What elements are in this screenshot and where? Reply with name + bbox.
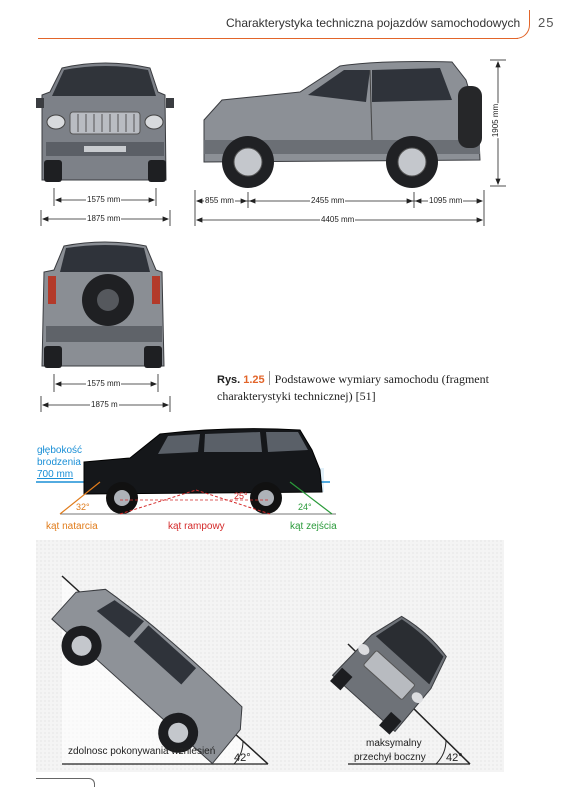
tilt-label-line2: przechył boczny xyxy=(354,752,426,763)
rear-track-label: 1575 mm xyxy=(87,379,121,388)
ramp-angle-label: kąt rampowy xyxy=(168,521,225,532)
wading-label-line2: brodzenia xyxy=(37,457,81,468)
figure-caption xyxy=(217,371,517,404)
slope-tilt-diagram xyxy=(36,540,504,772)
caption-number: 1.25 xyxy=(243,374,265,386)
wading-depth-value: 700 mm xyxy=(37,469,74,480)
front-track-label: 1575 mm xyxy=(87,195,121,204)
wading-label-line1: głębokość xyxy=(37,445,83,456)
departure-angle-value: 24° xyxy=(298,502,312,512)
climb-ability-label: zdolnosc pokonywania wzniesień xyxy=(68,746,216,757)
rear-width-label: 1875 m xyxy=(91,400,118,409)
overall-length-label: 4405 mm xyxy=(321,215,355,224)
approach-angle-value: 32° xyxy=(76,502,90,512)
rear-overhang-label: 1095 mm xyxy=(429,196,463,205)
tilt-label-line1: maksymalny xyxy=(366,738,422,749)
climb-angle-value: 42° xyxy=(234,752,251,764)
side-view-vehicle xyxy=(204,62,482,189)
approach-angle-label: kąt natarcia xyxy=(46,521,98,532)
caption-text: Podstawowe wymiary samochodu (fragment charakterystyki technicznej) [51] xyxy=(217,372,489,403)
page-number: 25 xyxy=(538,15,555,30)
front-overhang-label: 855 mm xyxy=(205,196,234,205)
caption-label: Rys. xyxy=(217,374,241,386)
departure-angle-label: kąt zejścia xyxy=(290,521,337,532)
offroad-angles-diagram xyxy=(0,420,570,530)
front-view-vehicle xyxy=(36,63,174,182)
rear-view-vehicle xyxy=(42,242,164,368)
ramp-angle-value: 25° xyxy=(234,491,248,501)
wheelbase-label: 2455 mm xyxy=(311,196,345,205)
page-header-title: Charakterystyka techniczna pojazdów samochodowych xyxy=(226,16,521,30)
overall-height-label: 1905 mm xyxy=(491,103,501,138)
tilt-angle-value: 42° xyxy=(446,752,463,764)
page-footer-tab xyxy=(36,778,95,787)
front-width-label: 1875 mm xyxy=(87,214,121,223)
